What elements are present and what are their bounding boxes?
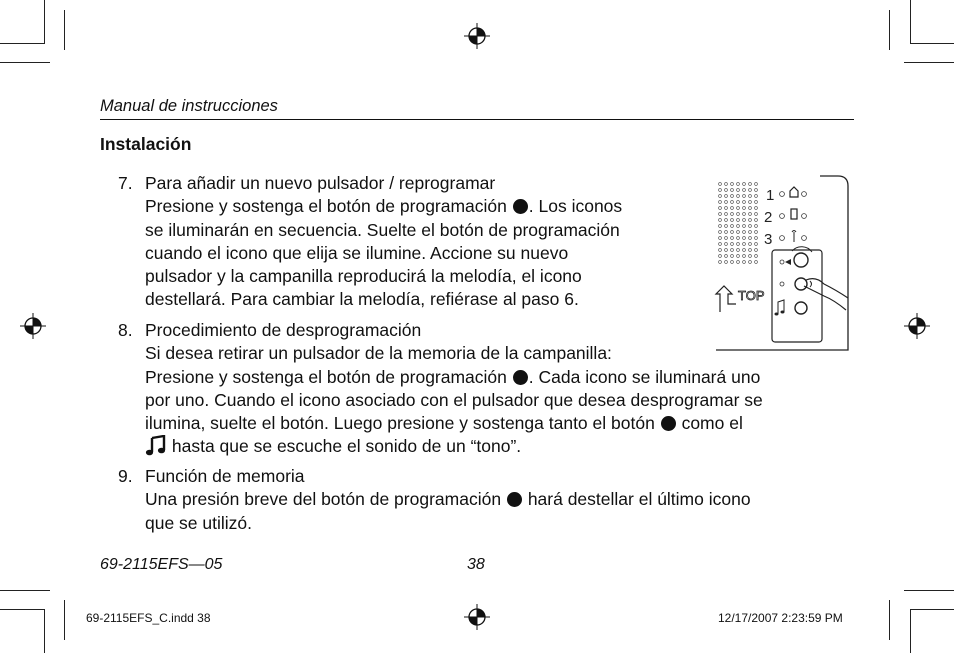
crop-mark (44, 0, 45, 44)
chime-device-illustration (712, 172, 852, 352)
led-icon (802, 214, 807, 219)
led-icon (802, 192, 807, 197)
step-line: cuando el icono que elija se ilumine. Accione su nuevo (145, 242, 569, 263)
step-body (145, 172, 622, 312)
step-line: Una presión breve del botón de programación hará destellar el último icono (145, 489, 751, 510)
door-icon (791, 209, 797, 219)
step-heading: Procedimiento de desprogramación (145, 320, 422, 340)
step-line: ilumina, suelte el botón. Luego presione y sostenga tanto el botón como el (145, 413, 743, 434)
step-line: hasta que se escuche el sonido de un “tono”. (145, 435, 763, 458)
crop-mark (904, 590, 954, 591)
led-icon (780, 192, 785, 197)
speaker-icon (785, 259, 791, 265)
crop-mark (910, 43, 954, 44)
registration-mark-icon (464, 23, 490, 49)
step-line: por uno. Cuando el icono asociado con el pulsador que desea desprogramar se (145, 389, 763, 410)
speaker-grille (719, 183, 758, 264)
led-icon (780, 260, 784, 264)
led-icon (780, 214, 785, 219)
rotation-arrow-icon (792, 247, 812, 252)
top-arrow-icon (716, 286, 736, 312)
crop-mark (64, 10, 65, 50)
page-number: 38 (467, 556, 485, 573)
crop-mark (889, 10, 890, 50)
channel-label: 2 (764, 209, 773, 226)
program-button-icon (513, 370, 528, 385)
step-heading: Función de memoria (145, 466, 305, 486)
header-rule (100, 119, 854, 120)
program-button-icon (661, 416, 676, 431)
bell-icon (792, 231, 796, 243)
crop-mark (910, 0, 911, 44)
step-line: Presione y sostenga el botón de programación . Los iconos (145, 196, 623, 217)
step-number: 9. (118, 466, 133, 486)
crop-mark (44, 609, 45, 653)
tune-button-icon (795, 302, 807, 314)
led-icon (802, 236, 807, 241)
music-note-icon (145, 435, 167, 457)
crop-mark (64, 600, 65, 640)
led-icon (780, 282, 784, 286)
step-body (145, 319, 763, 459)
step-line: destellará. Para cambiar la melodía, refiérase al paso 6. (145, 289, 579, 310)
crop-mark (0, 62, 50, 63)
house-icon (790, 187, 798, 197)
registration-mark-icon (464, 604, 490, 630)
step-number: 8. (118, 320, 133, 340)
program-button-icon (795, 278, 807, 290)
crop-mark (904, 62, 954, 63)
section-title: Instalación (100, 134, 192, 154)
step-line: pulsador y la campanilla reproducirá la melodía, el icono (145, 266, 582, 287)
crop-mark (889, 600, 890, 640)
finger-icon (806, 279, 848, 298)
crop-mark (0, 609, 44, 610)
step-number: 7. (118, 173, 133, 193)
program-button-icon (507, 492, 522, 507)
slug-timestamp: 12/17/2007 2:23:59 PM (718, 611, 843, 625)
top-label: TOP (738, 288, 765, 303)
step-line: Presione y sostenga el botón de programación . Cada icono se iluminará uno (145, 366, 761, 387)
registration-mark-icon (20, 313, 46, 339)
volume-knob-icon (794, 253, 808, 267)
channel-label: 3 (764, 231, 773, 248)
registration-mark-icon (904, 313, 930, 339)
control-panel (772, 250, 822, 342)
document-number: 69-2115EFS—05 (100, 556, 223, 573)
led-icon (780, 236, 785, 241)
step-heading: Para añadir un nuevo pulsador / reprogramar (145, 173, 496, 193)
crop-mark (910, 609, 911, 653)
slug-filename: 69-2115EFS_C.indd 38 (86, 611, 211, 625)
crop-mark (0, 590, 50, 591)
step-line: se iluminarán en secuencia. Suelte el botón de programación (145, 219, 620, 240)
running-header: Manual de instrucciones (100, 97, 278, 115)
channel-label: 1 (766, 187, 775, 204)
step-body (145, 465, 751, 535)
crop-mark (0, 43, 44, 44)
program-button-icon (513, 199, 528, 214)
step-line: que se utilizó. (145, 512, 253, 533)
step-line: Si desea retirar un pulsador de la memoria de la campanilla: (145, 343, 612, 364)
crop-mark (910, 609, 954, 610)
